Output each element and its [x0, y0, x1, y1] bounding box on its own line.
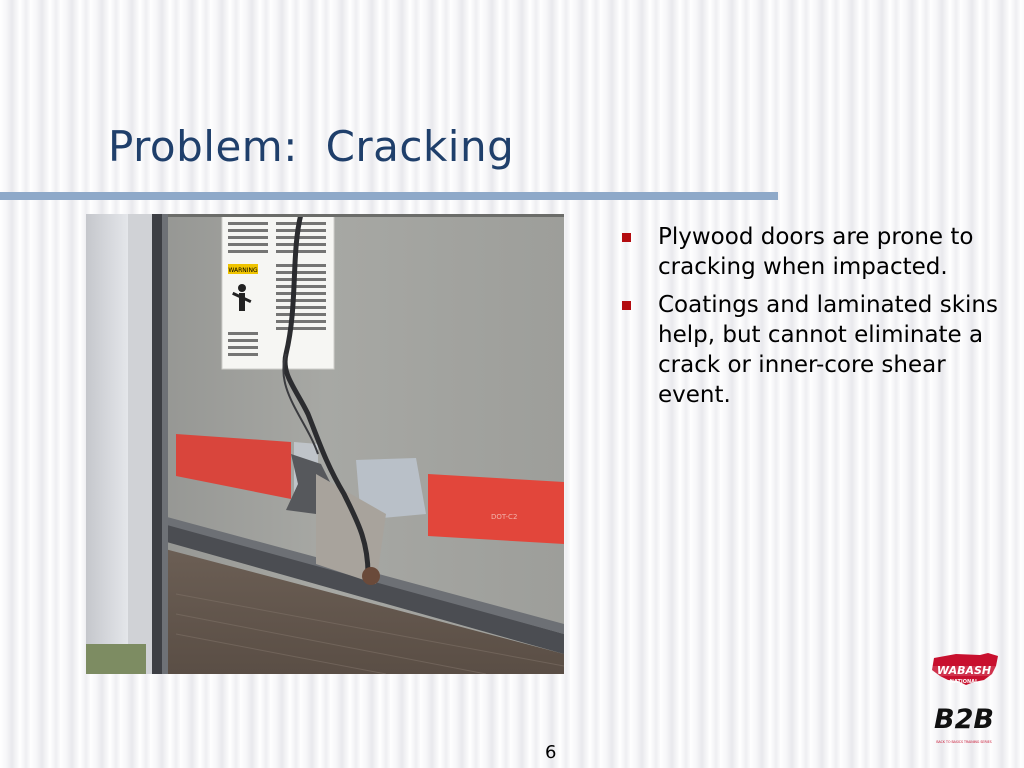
bullet-text: Plywood doors are prone to cracking when impacted. [658, 224, 974, 280]
bullet-item [620, 222, 1000, 282]
bullet-text: Coatings and laminated skins help, but cannot eliminate a crack or inner-core shear event. [658, 292, 998, 408]
square-bullet-icon [622, 233, 631, 242]
bullet-list [620, 222, 1000, 418]
logo-mark-text: B2B [934, 704, 994, 735]
logo-tagline-text: BACK TO BASICS TRAINING SERIES [936, 740, 992, 744]
slide-title: Problem: Cracking [108, 122, 515, 171]
bullet-item [620, 290, 1000, 410]
square-bullet-icon [622, 301, 631, 310]
title-underline [0, 192, 778, 200]
warning-label-text: WARNING [228, 267, 258, 274]
logo-sub-text: NATIONAL [949, 679, 979, 685]
tape-code-text: DOT-C2 [491, 513, 518, 521]
logo-brand-text: WABASH [936, 664, 992, 677]
page-number: 6 [545, 742, 557, 763]
cracked-door-photo [86, 214, 564, 674]
wabash-b2b-logo [928, 652, 1000, 746]
